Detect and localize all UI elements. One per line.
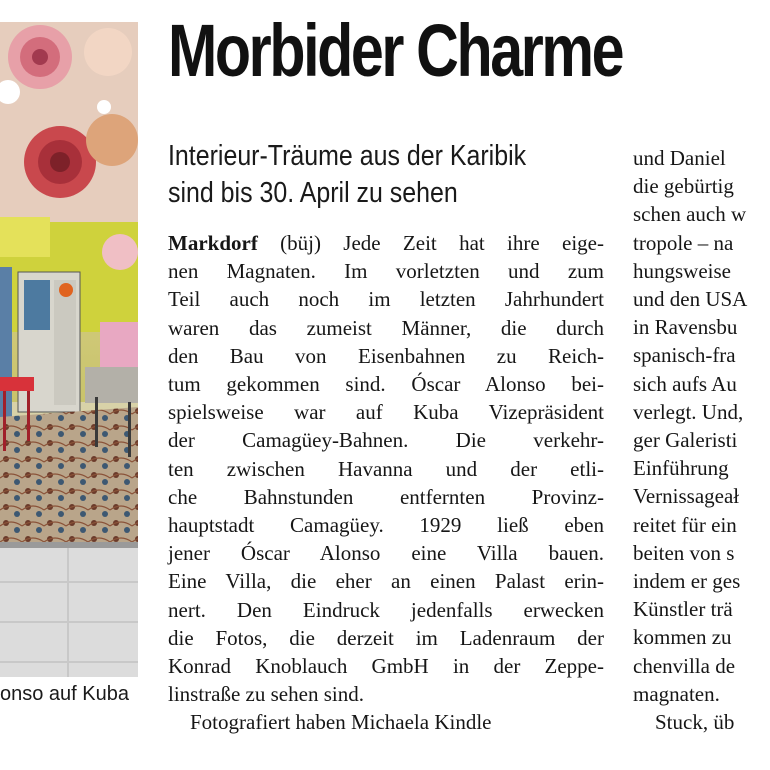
byline-text: (büj) Jede Zeit hat ihre eige- [257, 231, 604, 255]
body-line: die gebürtig [633, 174, 734, 199]
body-line: linstraße zu sehen sind. [168, 682, 364, 707]
body-line: che Bahnstunden entfernten Provinz- [168, 484, 604, 509]
body-line: hungsweise [633, 258, 731, 283]
body-line: schen auch w [633, 202, 747, 227]
body-line: und den USA [633, 287, 748, 312]
dateline: Markdorf [168, 231, 258, 255]
body-line: ten zwischen Havanna und der etli- [168, 456, 604, 481]
body-line: Vernissageał [633, 484, 740, 509]
body-line: spielsweise war auf Kuba Vizepräsident [168, 400, 604, 425]
body-line: hauptstadt Camagüey. 1929 ließ eben [168, 513, 604, 538]
body-line: Fotografiert haben Michaela Kindle [190, 710, 492, 735]
body-line: die Fotos, die derzeit im Ladenraum der [168, 625, 604, 650]
article-column-middle [168, 229, 604, 737]
subheadline [168, 138, 546, 212]
body-line: sich aufs Au [633, 371, 737, 396]
headline: Morbider Charme [168, 9, 623, 92]
body-line: verlegt. Und, [633, 399, 744, 424]
article-photo [0, 22, 138, 677]
body-line: in Ravensbu [633, 315, 738, 340]
body-line: Eine Villa, die eher an einen Palast erin- [168, 569, 604, 594]
body-line: beiten von s [633, 540, 735, 565]
body-line: indem er ges [633, 569, 741, 594]
body-line: tropole – na [633, 230, 734, 255]
body-line: und Daniel [633, 146, 726, 170]
body-line: tum gekommen sind. Óscar Alonso bei- [168, 372, 604, 397]
body-line: reitet für ein [633, 512, 737, 537]
subheadline-line: sind bis 30. April zu sehen [168, 177, 458, 209]
body-line: spanisch-fra [633, 343, 736, 368]
body-line: der Camagüey-Bahnen. Die verkehr- [168, 428, 604, 453]
body-line: kommen zu [633, 625, 732, 650]
body-line: Einführung [633, 456, 729, 481]
subheadline-line: Interieur-Träume aus der Karibik [168, 140, 527, 172]
body-line: jener Óscar Alonso eine Villa bauen. [168, 541, 604, 566]
body-line: Stuck, üb [655, 710, 735, 735]
body-line: magnaten. [633, 681, 720, 706]
body-line: Teil auch noch im letzten Jahrhundert [168, 287, 604, 312]
photo-caption: onso auf Kuba [0, 683, 129, 705]
body-line: den Bau von Eisenbahnen zu Reich- [168, 343, 604, 368]
body-line: chenvilla de [633, 653, 736, 678]
body-line [168, 229, 604, 257]
body-line: nert. Den Eindruck jedenfalls erwecken [168, 597, 604, 622]
body-line: waren das zumeist Männer, die durch [168, 315, 604, 340]
body-line: ger Galeristi [633, 428, 738, 453]
body-line: Konrad Knoblauch GmbH in der Zeppe- [168, 654, 604, 679]
body-line: nen Magnaten. Im vorletzten und zum [168, 259, 604, 284]
article-column-right [633, 144, 770, 736]
body-line: Künstler trä [633, 597, 733, 622]
